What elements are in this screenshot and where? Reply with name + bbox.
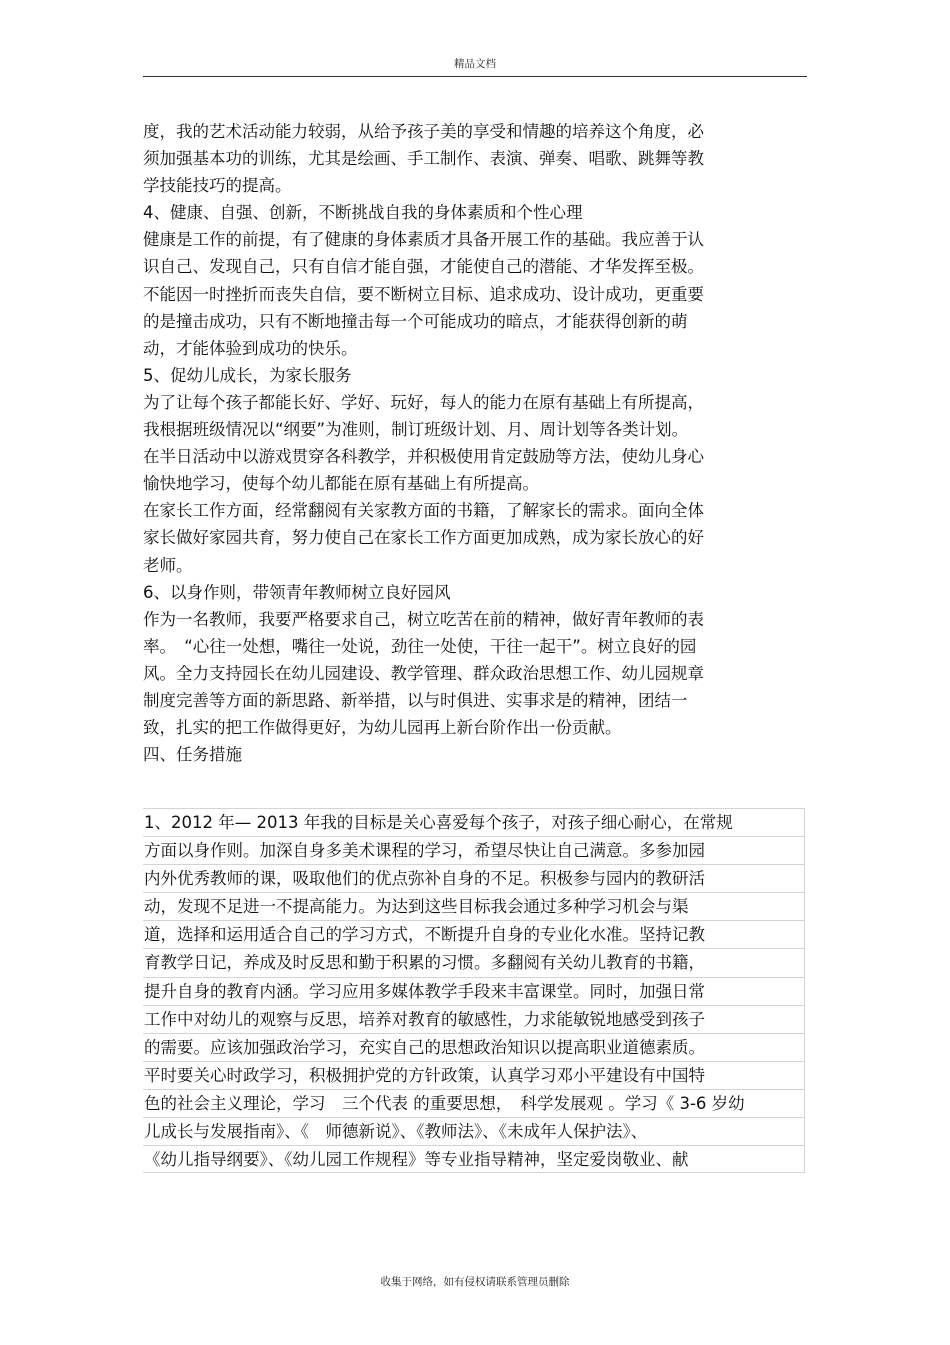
table-row: 动，发现不足进一不提高能力。为达到这些目标我会通过多种学习机会与渠 xyxy=(143,892,805,920)
text-line: 家长做好家园共育，努力使自己在家长工作方面更加成熟，成为家长放心的好 xyxy=(143,528,704,548)
text-line: 制度完善等方面的新思路、新举措，以与时俱进、实事求是的精神，团结一 xyxy=(143,690,688,710)
page-header: 精品文档 xyxy=(454,58,496,70)
table-row: 的需要。应该加强政治学习，充实自己的思想政治知识以提高职业道德素质。 xyxy=(143,1033,805,1061)
table-row: 色的社会主义理论，学习 三个代表 的重要思想， 科学发展观 。学习《 3-6 岁幼 xyxy=(143,1089,805,1117)
table-row: 方面以身作则。加深自身多美术课程的学习，希望尽快让自己满意。多参加园 xyxy=(143,836,805,864)
header-divider xyxy=(143,76,807,77)
document-body xyxy=(143,118,783,768)
text-line: 度，我的艺术活动能力较弱，从给予孩子美的享受和情趣的培养这个角度，必 xyxy=(143,122,704,141)
text-line: 须加强基本功的训练，尤其是绘画、手工制作、表演、弹奏、唱歌、跳舞等教 xyxy=(143,149,704,169)
text-line: 愉快地学习，使每个幼儿都能在原有基础上有所提高。 xyxy=(143,474,539,494)
task-measures-table xyxy=(143,808,805,1173)
text-line: 的是撞击成功，只有不断地撞击每一个可能成功的暗点，才能获得创新的萌 xyxy=(143,311,688,331)
table-row: 工作中对幼儿的观察与反思，培养对教育的敏感性，力求能敏锐地感受到孩子 xyxy=(143,1005,805,1033)
text-line: 5、促幼儿成长，为家长服务 xyxy=(143,365,352,385)
table-row: 育教学日记，养成及时反思和勤于积累的习惯。多翻阅有关幼儿教育的书籍， xyxy=(143,948,805,976)
text-line: 4、健康、自强、创新，不断挑战自我的身体素质和个性心理 xyxy=(143,203,583,223)
text-line: 风。全力支持园长在幼儿园建设、教学管理、群众政治思想工作、幼儿园规章 xyxy=(143,663,704,683)
text-line: 率。 “心往一处想，嘴往一处说，劲往一处使，干往一起干”。树立良好的园 xyxy=(143,636,697,656)
text-line: 学技能技巧的提高。 xyxy=(143,176,292,196)
text-line: 动，才能体验到成功的快乐。 xyxy=(143,338,358,358)
text-line: 为了让每个孩子都能长好、学好、玩好，每人的能力在原有基础上有所提高， xyxy=(143,392,704,412)
text-line: 我根据班级情况以“纲要”为准则，制订班级计划、月、周计划等各类计划。 xyxy=(143,420,689,440)
table-row: 儿成长与发展指南》、《 师德新说》、《教师法》、《未成年人保护法》、 xyxy=(143,1117,805,1145)
table-row: 提升自身的教育内涵。学习应用多媒体教学手段来丰富课堂。同时，加强日常 xyxy=(143,977,805,1005)
table-row: 1、2012 年— 2013 年我的目标是关心喜爱每个孩子，对孩子细心耐心，在常规 xyxy=(143,808,805,836)
text-line: 在半日活动中以游戏贯穿各科教学，并积极使用肯定鼓励等方法，使幼儿身心 xyxy=(143,447,704,467)
text-line: 老师。 xyxy=(143,555,193,575)
table-row: 道，选择和运用适合自己的学习方式，不断提升自身的专业化水准。坚持记教 xyxy=(143,920,805,948)
table-row: 内外优秀教师的课，吸取他们的优点弥补自身的不足。积极参与园内的教研活 xyxy=(143,864,805,892)
text-line: 识自己、发现自己，只有自信才能自强，才能使自己的潜能、才华发挥至极。 xyxy=(143,257,704,277)
text-line: 健康是工作的前提，有了健康的身体素质才具备开展工作的基础。我应善于认 xyxy=(143,230,704,250)
table-row: 《幼儿指导纲要》、《幼儿园工作规程》等专业指导精神，坚定爱岗敬业、献 xyxy=(143,1145,805,1173)
text-line: 致，扎实的把工作做得更好，为幼儿园再上新台阶作出一份贡献。 xyxy=(143,718,622,738)
table-row: 平时要关心时政学习，积极拥护党的方针政策，认真学习邓小平建设有中国特 xyxy=(143,1061,805,1089)
text-line: 作为一名教师，我要严格要求自己，树立吃苦在前的精神，做好青年教师的表 xyxy=(143,609,704,629)
text-line: 四、任务措施 xyxy=(143,745,242,765)
text-line: 在家长工作方面，经常翻阅有关家教方面的书籍，了解家长的需求。面向全体 xyxy=(143,501,704,521)
page-footer: 收集于网络，如有侵权请联系管理员删除 xyxy=(380,1276,570,1288)
text-line: 6、以身作则，带领青年教师树立良好园风 xyxy=(143,582,451,602)
text-line: 不能因一时挫折而丧失自信，要不断树立目标、追求成功、设计成功，更重要 xyxy=(143,284,704,304)
